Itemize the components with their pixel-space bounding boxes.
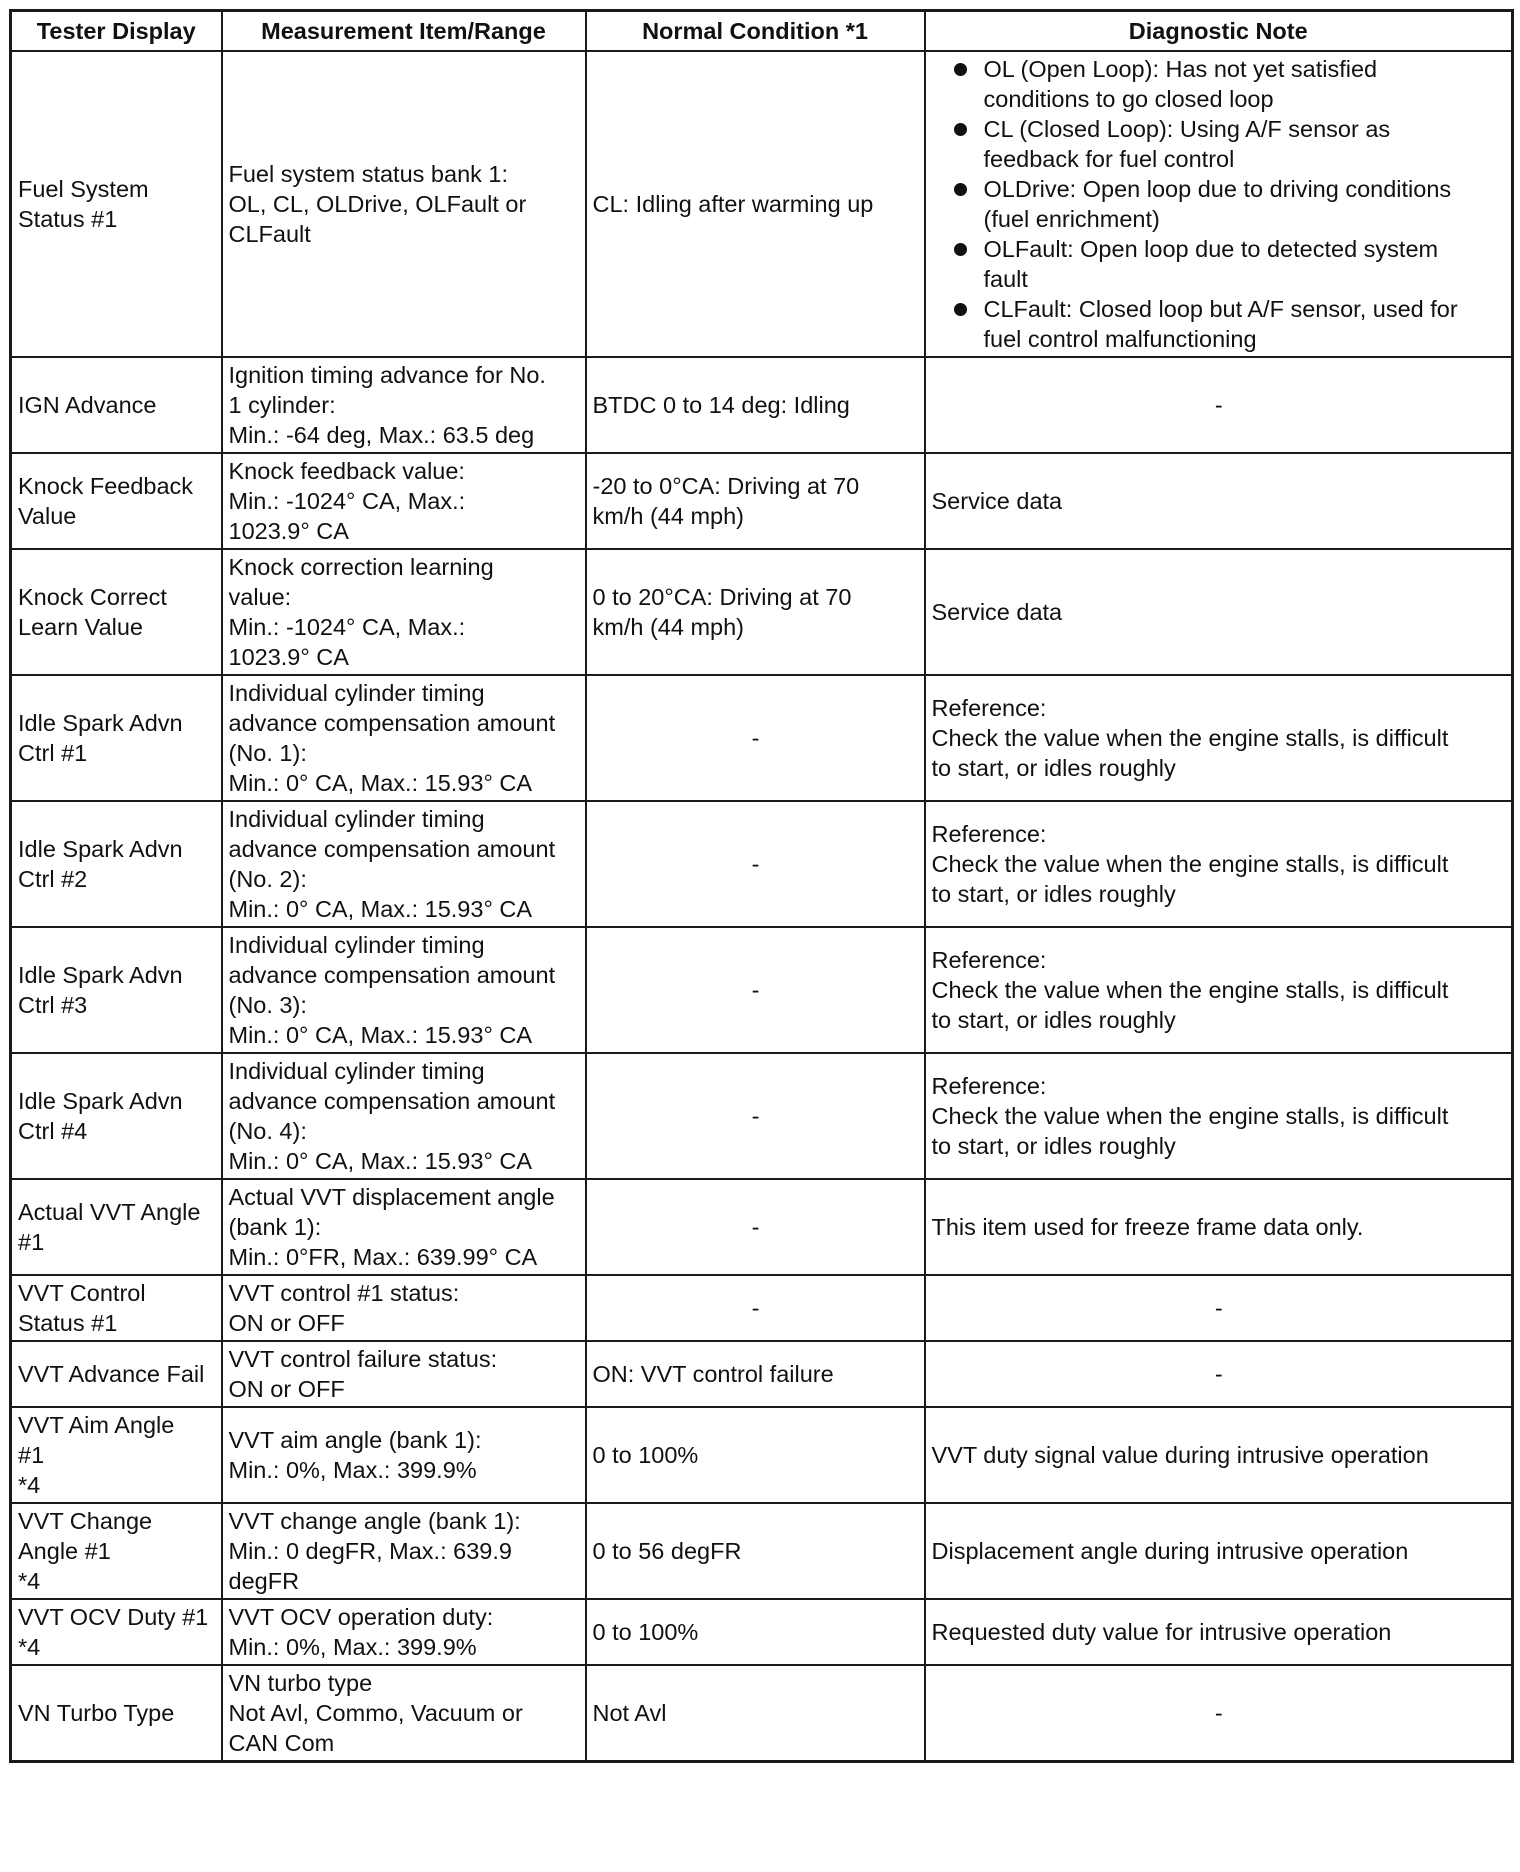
- bullet-dot-icon: [954, 63, 967, 76]
- table-row: [11, 1053, 1513, 1179]
- header-tester-display: Tester Display: [11, 11, 222, 52]
- cell-text-line: Min.: 0° CA, Max.: 15.93° CA: [228, 1148, 533, 1174]
- table-row: [11, 1341, 1513, 1407]
- bullet-dot-icon: [954, 183, 967, 196]
- measurement-range-cell: [222, 1053, 586, 1179]
- cell-text-line: km/h (44 mph): [592, 614, 744, 640]
- tester-display-cell: [11, 453, 222, 549]
- cell-text-line: VVT control #1 status:: [228, 1280, 460, 1306]
- cell-text-line: ON or OFF: [228, 1310, 345, 1336]
- normal-condition-cell: [586, 1503, 925, 1599]
- cell-text-line: #1: [18, 1442, 45, 1468]
- cell-text-line: Reference:: [931, 695, 1047, 721]
- tester-display-cell: [11, 1341, 222, 1407]
- measurement-range-cell: [222, 1179, 586, 1275]
- tester-display-cell: [11, 1665, 222, 1762]
- cell-text-line: Reference:: [931, 821, 1047, 847]
- cell-text-line: -: [751, 1214, 760, 1240]
- normal-condition-cell: [586, 549, 925, 675]
- header-row: [11, 11, 1513, 52]
- cell-text-line: VVT Aim Angle: [18, 1412, 175, 1438]
- cell-text-line: Min.: -1024° CA, Max.:: [228, 614, 466, 640]
- table-row: [11, 453, 1513, 549]
- normal-condition-cell: [586, 1179, 925, 1275]
- cell-text-line: Not Avl: [592, 1700, 667, 1726]
- cell-text-line: VN Turbo Type: [18, 1700, 175, 1726]
- cell-text-line: Service data: [931, 488, 1063, 514]
- cell-text-line: (No. 4):: [228, 1118, 307, 1144]
- cell-text-line: Ctrl #4: [18, 1118, 88, 1144]
- cell-text-line: Check the value when the engine stalls, is difficult: [931, 977, 1449, 1003]
- cell-text-line: Fuel system status bank 1:: [228, 161, 509, 187]
- cell-text-line: Ctrl #3: [18, 992, 88, 1018]
- diagnostic-note-cell: [925, 1503, 1513, 1599]
- cell-text-line: -: [1214, 392, 1223, 418]
- table-row: [11, 927, 1513, 1053]
- cell-text-line: Individual cylinder timing: [228, 680, 485, 706]
- cell-text-line: degFR: [228, 1568, 300, 1594]
- cell-text-line: Individual cylinder timing: [228, 1058, 485, 1084]
- cell-text-line: fuel control malfunctioning: [983, 326, 1257, 352]
- cell-text-line: Min.: 0%, Max.: 399.9%: [228, 1634, 477, 1660]
- cell-text-line: feedback for fuel control: [983, 146, 1235, 172]
- tester-display-cell: [11, 675, 222, 801]
- measurement-range-cell: [222, 1503, 586, 1599]
- cell-text-line: -: [1214, 1295, 1223, 1321]
- cell-text-line: to start, or idles roughly: [931, 755, 1176, 781]
- normal-condition-cell: [586, 1341, 925, 1407]
- cell-text-line: CL: Idling after warming up: [592, 191, 874, 217]
- note-bullet-item: [932, 54, 1507, 114]
- table-row: [11, 1407, 1513, 1503]
- header-normal-condition: Normal Condition *1: [586, 11, 925, 52]
- cell-text-line: Knock Correct: [18, 584, 167, 610]
- cell-text-line: to start, or idles roughly: [931, 881, 1176, 907]
- cell-text-line: CLFault: [228, 221, 311, 247]
- cell-text-line: Service data: [931, 599, 1063, 625]
- normal-condition-cell: [586, 1599, 925, 1665]
- cell-text-line: Not Avl, Commo, Vacuum or: [228, 1700, 523, 1726]
- cell-text-line: Min.: 0°FR, Max.: 639.99° CA: [228, 1244, 538, 1270]
- measurement-range-cell: [222, 51, 586, 357]
- cell-text-line: (No. 3):: [228, 992, 307, 1018]
- cell-text-line: advance compensation amount: [228, 1088, 556, 1114]
- cell-text-line: *4: [18, 1634, 41, 1660]
- cell-text-line: *4: [18, 1472, 41, 1498]
- cell-text-line: value:: [228, 584, 292, 610]
- measurement-range-cell: [222, 1275, 586, 1341]
- cell-text-line: CAN Com: [228, 1730, 335, 1756]
- tester-display-cell: [11, 801, 222, 927]
- diagnostic-note-cell: [925, 1665, 1513, 1762]
- cell-text-line: Angle #1: [18, 1538, 111, 1564]
- tester-display-cell: [11, 1407, 222, 1503]
- bullet-dot-icon: [954, 123, 967, 136]
- cell-text-line: Status #1: [18, 1310, 118, 1336]
- cell-text-line: Check the value when the engine stalls, is difficult: [931, 1103, 1449, 1129]
- cell-text-line: Status #1: [18, 206, 118, 232]
- cell-text-line: Idle Spark Advn: [18, 836, 183, 862]
- table-row: [11, 801, 1513, 927]
- cell-text-line: Learn Value: [18, 614, 143, 640]
- cell-text-line: (bank 1):: [228, 1214, 322, 1240]
- bullet-dot-icon: [954, 303, 967, 316]
- cell-text-line: Min.: 0%, Max.: 399.9%: [228, 1457, 477, 1483]
- cell-text-line: -: [751, 1295, 760, 1321]
- table-row: [11, 1599, 1513, 1665]
- table-row: [11, 357, 1513, 453]
- table-row: [11, 1503, 1513, 1599]
- cell-text-line: ON or OFF: [228, 1376, 345, 1402]
- cell-text-line: VVT aim angle (bank 1):: [228, 1427, 482, 1453]
- cell-text-line: Idle Spark Advn: [18, 1088, 183, 1114]
- cell-text-line: VVT Change: [18, 1508, 153, 1534]
- table-row: [11, 51, 1513, 357]
- cell-text-line: Min.: -64 deg, Max.: 63.5 deg: [228, 422, 535, 448]
- cell-text-line: OL, CL, OLDrive, OLFault or: [228, 191, 527, 217]
- measurement-range-cell: [222, 453, 586, 549]
- header-diagnostic-note: Diagnostic Note: [925, 11, 1513, 52]
- cell-text-line: #1: [18, 1229, 45, 1255]
- cell-text-line: Fuel System: [18, 176, 149, 202]
- cell-text-line: This item used for freeze frame data only.: [931, 1214, 1364, 1240]
- measurement-range-cell: [222, 1341, 586, 1407]
- diagnostic-note-cell: [925, 1053, 1513, 1179]
- diagnostic-note-cell: [925, 1599, 1513, 1665]
- measurement-range-cell: [222, 549, 586, 675]
- cell-text-line: 0 to 20°CA: Driving at 70: [592, 584, 852, 610]
- cell-text-line: 1023.9° CA: [228, 518, 349, 544]
- cell-text-line: 1 cylinder:: [228, 392, 336, 418]
- cell-text-line: (fuel enrichment): [983, 206, 1160, 232]
- note-bullet-item: [932, 234, 1507, 294]
- cell-text-line: km/h (44 mph): [592, 503, 744, 529]
- note-bullet-item: [932, 174, 1507, 234]
- tester-display-cell: [11, 1599, 222, 1665]
- cell-text-line: Individual cylinder timing: [228, 806, 485, 832]
- tester-display-cell: [11, 1275, 222, 1341]
- normal-condition-cell: [586, 927, 925, 1053]
- cell-text-line: *4: [18, 1568, 41, 1594]
- cell-text-line: to start, or idles roughly: [931, 1133, 1176, 1159]
- bullet-dot-icon: [954, 243, 967, 256]
- diagnostic-note-cell: [925, 1341, 1513, 1407]
- diagnostic-note-cell: [925, 801, 1513, 927]
- cell-text-line: VVT OCV operation duty:: [228, 1604, 494, 1630]
- cell-text-line: advance compensation amount: [228, 962, 556, 988]
- cell-text-line: to start, or idles roughly: [931, 1007, 1176, 1033]
- measurement-range-cell: [222, 1665, 586, 1762]
- cell-text-line: (No. 2):: [228, 866, 307, 892]
- tester-display-cell: [11, 1503, 222, 1599]
- data-list-table: [9, 9, 1514, 1763]
- cell-text-line: Min.: 0° CA, Max.: 15.93° CA: [228, 896, 533, 922]
- diagnostic-note-cell: [925, 357, 1513, 453]
- table-body: [11, 51, 1513, 1762]
- cell-text-line: CL (Closed Loop): Using A/F sensor as: [983, 116, 1391, 142]
- cell-text-line: Knock correction learning: [228, 554, 494, 580]
- cell-text-line: Knock feedback value:: [228, 458, 465, 484]
- cell-text-line: Idle Spark Advn: [18, 710, 183, 736]
- cell-text-line: Check the value when the engine stalls, is difficult: [931, 851, 1449, 877]
- cell-text-line: Displacement angle during intrusive operation: [931, 1538, 1409, 1564]
- measurement-range-cell: [222, 927, 586, 1053]
- cell-text-line: ON: VVT control failure: [592, 1361, 834, 1387]
- cell-text-line: Reference:: [931, 947, 1047, 973]
- cell-text-line: 1023.9° CA: [228, 644, 349, 670]
- cell-text-line: conditions to go closed loop: [983, 86, 1274, 112]
- normal-condition-cell: [586, 453, 925, 549]
- cell-text-line: 0 to 100%: [592, 1442, 699, 1468]
- cell-text-line: Ctrl #1: [18, 740, 88, 766]
- cell-text-line: Min.: -1024° CA, Max.:: [228, 488, 466, 514]
- cell-text-line: 0 to 56 degFR: [592, 1538, 742, 1564]
- table-row: [11, 1275, 1513, 1341]
- table-row: [11, 675, 1513, 801]
- note-bullet-list: [932, 54, 1507, 354]
- note-bullet-item: [932, 294, 1507, 354]
- diagnostic-note-cell: [925, 675, 1513, 801]
- cell-text-line: -: [1214, 1361, 1223, 1387]
- tester-display-cell: [11, 51, 222, 357]
- cell-text-line: -: [751, 977, 760, 1003]
- diagnostic-note-cell: [925, 453, 1513, 549]
- cell-text-line: VVT duty signal value during intrusive operation: [931, 1442, 1429, 1468]
- normal-condition-cell: [586, 801, 925, 927]
- cell-text-line: CLFault: Closed loop but A/F sensor, used for: [983, 296, 1458, 322]
- normal-condition-cell: [586, 1053, 925, 1179]
- cell-text-line: (No. 1):: [228, 740, 307, 766]
- cell-text-line: Reference:: [931, 1073, 1047, 1099]
- cell-text-line: Ignition timing advance for No.: [228, 362, 546, 388]
- diagnostic-note-cell: [925, 1407, 1513, 1503]
- cell-text-line: advance compensation amount: [228, 710, 556, 736]
- cell-text-line: VVT change angle (bank 1):: [228, 1508, 521, 1534]
- diagnostic-note-cell: [925, 1179, 1513, 1275]
- table-row: [11, 1179, 1513, 1275]
- table-row: [11, 1665, 1513, 1762]
- cell-text-line: VVT control failure status:: [228, 1346, 498, 1372]
- cell-text-line: Min.: 0° CA, Max.: 15.93° CA: [228, 1022, 533, 1048]
- diagnostic-table-page: [9, 9, 1511, 1763]
- measurement-range-cell: [222, 675, 586, 801]
- cell-text-line: VVT Advance Fail: [18, 1361, 205, 1387]
- tester-display-cell: [11, 1053, 222, 1179]
- cell-text-line: OLDrive: Open loop due to driving conditions: [983, 176, 1452, 202]
- cell-text-line: -: [1214, 1700, 1223, 1726]
- cell-text-line: IGN Advance: [18, 392, 157, 418]
- cell-text-line: Requested duty value for intrusive operation: [931, 1619, 1392, 1645]
- measurement-range-cell: [222, 1599, 586, 1665]
- measurement-range-cell: [222, 801, 586, 927]
- cell-text-line: OLFault: Open loop due to detected system: [983, 236, 1439, 262]
- cell-text-line: -20 to 0°CA: Driving at 70: [592, 473, 860, 499]
- cell-text-line: Knock Feedback: [18, 473, 194, 499]
- cell-text-line: fault: [983, 266, 1028, 292]
- normal-condition-cell: [586, 1665, 925, 1762]
- cell-text-line: advance compensation amount: [228, 836, 556, 862]
- cell-text-line: Idle Spark Advn: [18, 962, 183, 988]
- tester-display-cell: [11, 1179, 222, 1275]
- normal-condition-cell: [586, 357, 925, 453]
- note-bullet-item: [932, 114, 1507, 174]
- normal-condition-cell: [586, 675, 925, 801]
- cell-text-line: Individual cylinder timing: [228, 932, 485, 958]
- diagnostic-note-cell: [925, 51, 1513, 357]
- cell-text-line: -: [751, 725, 760, 751]
- cell-text-line: OL (Open Loop): Has not yet satisfied: [983, 56, 1378, 82]
- cell-text-line: Check the value when the engine stalls, is difficult: [931, 725, 1449, 751]
- cell-text-line: VN turbo type: [228, 1670, 373, 1696]
- cell-text-line: 0 to 100%: [592, 1619, 699, 1645]
- normal-condition-cell: [586, 1275, 925, 1341]
- cell-text-line: Actual VVT displacement angle: [228, 1184, 555, 1210]
- header-measurement-range: Measurement Item/Range: [222, 11, 586, 52]
- cell-text-line: Min.: 0° CA, Max.: 15.93° CA: [228, 770, 533, 796]
- measurement-range-cell: [222, 357, 586, 453]
- normal-condition-cell: [586, 1407, 925, 1503]
- tester-display-cell: [11, 357, 222, 453]
- diagnostic-note-cell: [925, 549, 1513, 675]
- cell-text-line: Ctrl #2: [18, 866, 88, 892]
- diagnostic-note-cell: [925, 1275, 1513, 1341]
- tester-display-cell: [11, 927, 222, 1053]
- cell-text-line: VVT Control: [18, 1280, 146, 1306]
- cell-text-line: Min.: 0 degFR, Max.: 639.9: [228, 1538, 512, 1564]
- cell-text-line: Actual VVT Angle: [18, 1199, 201, 1225]
- cell-text-line: Value: [18, 503, 77, 529]
- cell-text-line: -: [751, 851, 760, 877]
- tester-display-cell: [11, 549, 222, 675]
- cell-text-line: -: [751, 1103, 760, 1129]
- table-header: [11, 11, 1513, 52]
- measurement-range-cell: [222, 1407, 586, 1503]
- cell-text-line: BTDC 0 to 14 deg: Idling: [592, 392, 850, 418]
- table-row: [11, 549, 1513, 675]
- cell-text-line: VVT OCV Duty #1: [18, 1604, 209, 1630]
- diagnostic-note-cell: [925, 927, 1513, 1053]
- normal-condition-cell: [586, 51, 925, 357]
